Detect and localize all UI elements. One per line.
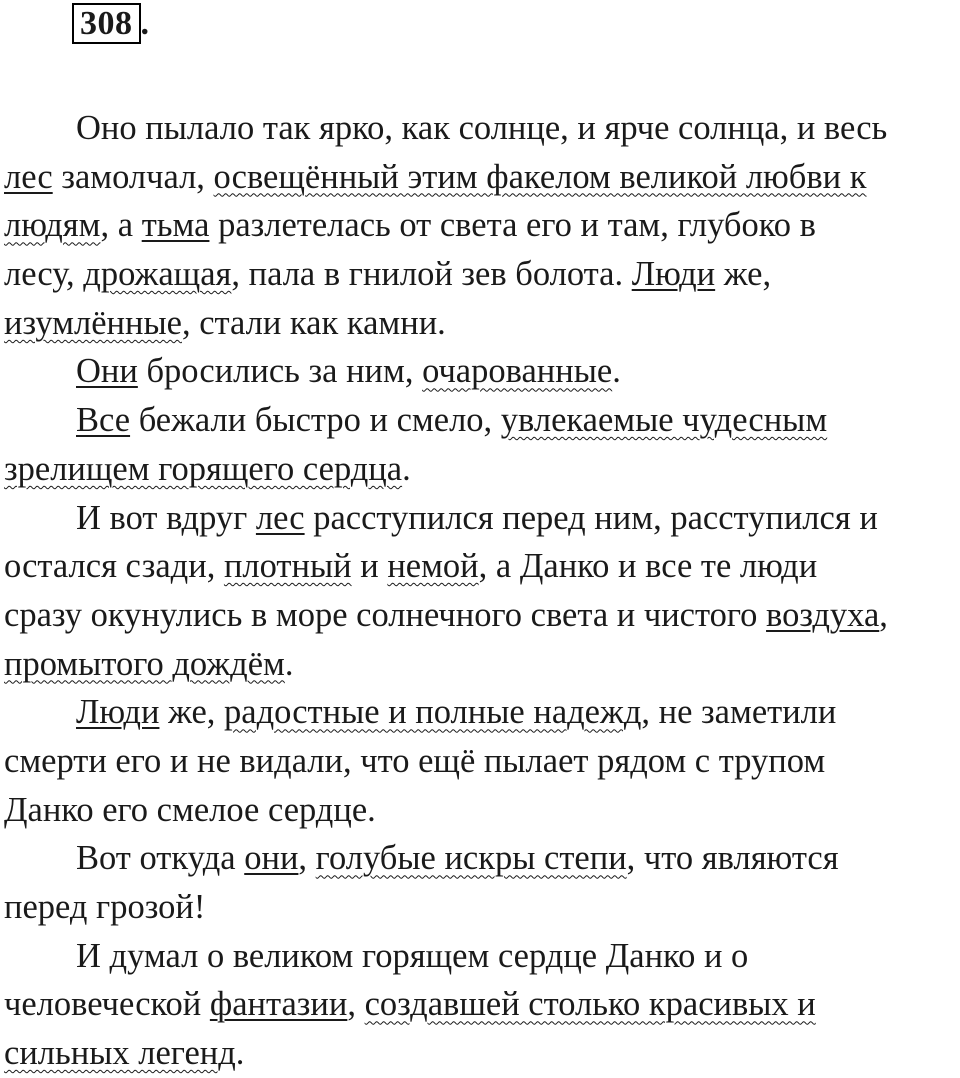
modifier-wavy-underlined: увлекаемые чудесным bbox=[500, 401, 828, 440]
modifier-wavy-underlined: немой bbox=[387, 547, 479, 586]
text-segment: , пала в гнилой зев болота. bbox=[231, 255, 632, 294]
modifier-wavy-underlined: радостные и полные надежд bbox=[224, 693, 642, 732]
text-line-1 bbox=[4, 104, 960, 153]
text-segment: И думал о великом горящем сердце Данко и о bbox=[76, 936, 749, 975]
text-segment: . bbox=[235, 1034, 245, 1073]
modifier-wavy-underlined: дрожащая bbox=[83, 255, 232, 294]
text-line-16 bbox=[4, 834, 960, 883]
modifier-wavy-underlined: очарованные bbox=[422, 352, 613, 391]
text-segment: , стали как камни. bbox=[181, 303, 446, 342]
text-line-18 bbox=[4, 932, 960, 981]
text-segment: , bbox=[298, 839, 316, 878]
modifier-wavy-underlined: промытого дождём bbox=[4, 644, 285, 683]
text-segment: И вот вдруг bbox=[76, 498, 256, 537]
text-segment: перед грозой! bbox=[4, 888, 206, 926]
subject-underlined: Все bbox=[76, 401, 131, 440]
text-line-20 bbox=[4, 1029, 960, 1078]
exercise-text bbox=[4, 104, 960, 1078]
text-segment: и bbox=[351, 547, 388, 586]
text-segment: Оно пылало так ярко, как солнце, и ярче солнца, и весь bbox=[76, 109, 888, 147]
text-segment: же, bbox=[715, 255, 772, 294]
text-segment: Вот откуда bbox=[76, 839, 245, 878]
modifier-wavy-underlined: голубые искры степи bbox=[315, 839, 627, 878]
text-segment: , что являются bbox=[626, 839, 839, 878]
exercise-number-dot: . bbox=[140, 5, 150, 42]
text-segment: , а bbox=[100, 206, 142, 245]
text-segment: расступился перед ним, расступился и bbox=[304, 498, 878, 537]
modifier-wavy-underlined: сильных легенд bbox=[4, 1034, 236, 1073]
modifier-wavy-underlined: создавшей столько красивых и bbox=[364, 985, 816, 1024]
modifier-wavy-underlined: людям bbox=[4, 206, 101, 245]
text-line-5 bbox=[4, 299, 960, 348]
text-line-10 bbox=[4, 542, 960, 591]
text-segment: . bbox=[402, 449, 411, 488]
text-segment: бежали быстро и смело, bbox=[130, 401, 501, 440]
modifier-wavy-underlined: плотный bbox=[223, 547, 352, 586]
text-segment: бросились за ним, bbox=[137, 352, 423, 391]
text-line-17 bbox=[4, 883, 960, 932]
subject-underlined: они bbox=[244, 839, 299, 878]
text-segment: смерти его и не видали, что ещё пылает рядом с трупом bbox=[4, 741, 826, 780]
text-segment: , а Данко и все те люди bbox=[478, 547, 818, 586]
text-segment: Данко его смелое сердце. bbox=[4, 790, 376, 829]
text-segment: сразу окунулись в море солнечного света и чистого bbox=[4, 595, 767, 634]
modifier-wavy-underlined: изумлённые bbox=[4, 303, 182, 342]
text-segment: человеческой bbox=[4, 985, 210, 1024]
text-line-9 bbox=[4, 494, 960, 543]
text-line-3 bbox=[4, 201, 960, 250]
text-segment: лесу, bbox=[4, 255, 84, 294]
text-line-12 bbox=[4, 640, 960, 689]
text-line-7 bbox=[4, 396, 960, 445]
text-line-2 bbox=[4, 153, 960, 202]
text-segment: , не заметили bbox=[641, 693, 837, 732]
text-segment: остался сзади, bbox=[4, 547, 224, 586]
subject-underlined: лес bbox=[4, 157, 53, 196]
exercise-number-value: 308 bbox=[80, 5, 133, 42]
text-line-19 bbox=[4, 980, 960, 1029]
text-segment: . bbox=[284, 644, 294, 683]
subject-underlined: тьма bbox=[141, 206, 210, 245]
text-segment: замолчал, bbox=[52, 157, 214, 196]
subject-underlined: Люди bbox=[76, 693, 160, 732]
text-line-6 bbox=[4, 347, 960, 396]
text-segment: же, bbox=[159, 693, 225, 732]
subject-underlined: лес bbox=[255, 498, 305, 537]
modifier-wavy-underlined: освещённый этим факелом великой любви к bbox=[213, 157, 867, 196]
subject-underlined: фантазии bbox=[209, 985, 348, 1024]
subject-underlined: воздуха bbox=[766, 595, 880, 634]
text-line-14 bbox=[4, 737, 960, 786]
text-line-13 bbox=[4, 688, 960, 737]
subject-underlined: Они bbox=[76, 352, 138, 391]
exercise-number-box bbox=[72, 3, 141, 44]
text-line-15 bbox=[4, 786, 960, 835]
text-line-11 bbox=[4, 591, 960, 640]
text-line-4 bbox=[4, 250, 960, 299]
text-segment: , bbox=[347, 985, 365, 1024]
text-segment: разлетелась от света его и там, глубоко в bbox=[209, 206, 816, 245]
text-line-8 bbox=[4, 445, 960, 494]
modifier-wavy-underlined: зрелищем горящего сердца bbox=[4, 449, 403, 488]
text-segment: . bbox=[612, 352, 621, 391]
text-segment: , bbox=[879, 595, 888, 634]
exercise-number bbox=[72, 4, 150, 44]
subject-underlined: Люди bbox=[631, 255, 716, 294]
